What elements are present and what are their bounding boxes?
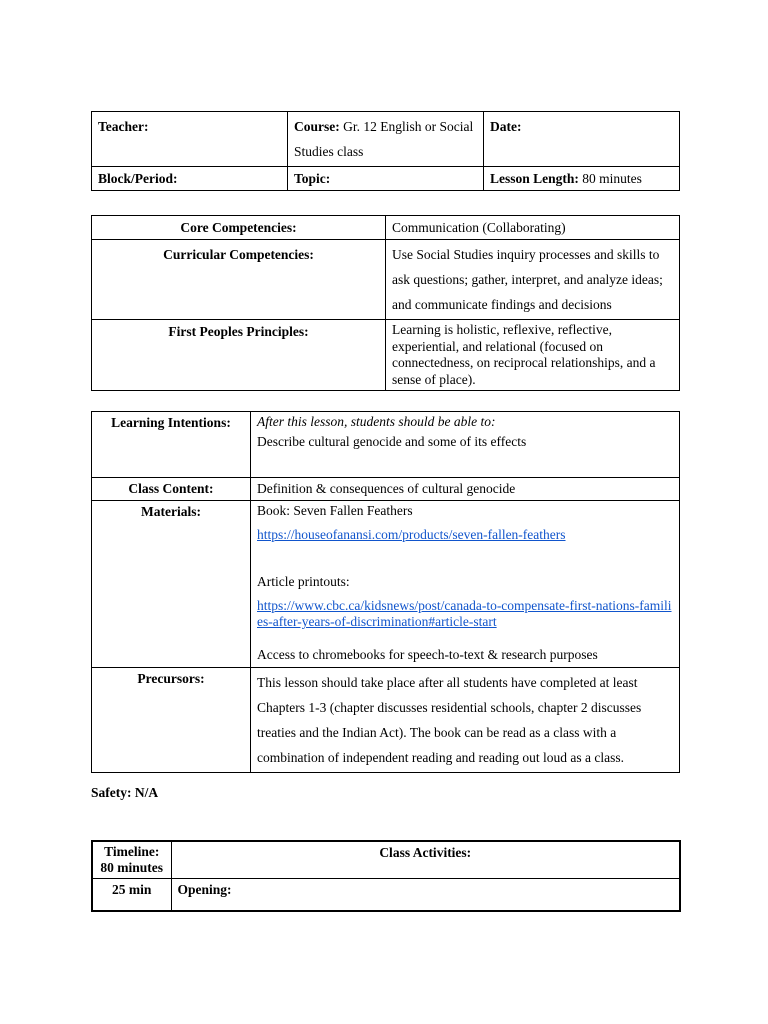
materials-label: Materials:	[141, 504, 201, 519]
fpp-value: Learning is holistic, reflexive, reflective, experiential, and relational (focused on connectedness, on reciprocal relationships, and a sense of place).	[386, 320, 680, 391]
competencies-table	[91, 215, 680, 391]
block-label: Block/Period:	[98, 171, 178, 186]
intentions-label-cell	[92, 412, 251, 478]
book-title: Book: Seven Fallen Feathers	[257, 503, 413, 518]
precursors-label-cell	[92, 667, 251, 772]
fpp-label-cell	[92, 320, 386, 391]
timeline-label: Timeline: 80 minutes	[100, 844, 164, 875]
course-label: Course:	[294, 119, 340, 134]
intentions-label: Learning Intentions:	[111, 415, 231, 430]
precursors-label: Precursors:	[137, 670, 205, 686]
row1-activity-cell	[171, 879, 680, 911]
length-label: Lesson Length:	[490, 171, 579, 186]
fpp-label: First Peoples Principles:	[168, 324, 309, 339]
teacher-label: Teacher:	[98, 119, 149, 134]
content-label-cell	[92, 478, 251, 501]
date-cell	[484, 112, 680, 167]
core-label: Core Competencies:	[180, 220, 297, 235]
book-link[interactable]: https://houseofanansi.com/products/seven-fallen-feathers	[257, 527, 566, 542]
content-value: Definition & consequences of cultural genocide	[251, 478, 680, 501]
block-cell	[92, 167, 288, 191]
intentions-intro: After this lesson, students should be able to:	[257, 414, 496, 429]
row1-label: Opening:	[177, 882, 232, 897]
materials-cell	[251, 501, 680, 668]
length-value: 80 minutes	[582, 171, 642, 186]
core-label-cell	[92, 216, 386, 240]
date-label: Date:	[490, 119, 522, 134]
activities-label-cell	[171, 841, 680, 879]
curricular-label-cell	[92, 240, 386, 320]
article-label: Article printouts:	[257, 573, 350, 589]
timeline-label-cell	[92, 841, 171, 879]
precursors-value: This lesson should take place after all students have completed at least Chapters 1-3 (chapter discusses residential schools, chapter 2 discusses treaties and the Indian Act). The book can be read as a class with a combination of independent reading and reading out loud as a class.	[251, 667, 680, 772]
materials-label-cell	[92, 501, 251, 668]
topic-cell	[288, 167, 484, 191]
chromebooks-text: Access to chromebooks for speech-to-text & research purposes	[257, 646, 598, 662]
header-table	[91, 111, 680, 191]
core-value: Communication (Collaborating)	[386, 216, 680, 240]
activities-table	[91, 840, 681, 912]
lesson-plan-table	[91, 411, 680, 773]
teacher-cell	[92, 112, 288, 167]
curricular-value: Use Social Studies inquiry processes and skills to ask questions; gather, interpret, and analyze ideas; and communicate findings and decisions	[386, 240, 680, 320]
curricular-label: Curricular Competencies:	[163, 247, 314, 262]
content-label: Class Content:	[128, 481, 214, 496]
activities-label: Class Activities:	[379, 845, 472, 860]
topic-label: Topic:	[294, 171, 331, 186]
row1-time-cell	[92, 879, 171, 911]
row1-time: 25 min	[112, 882, 152, 897]
intentions-cell	[251, 412, 680, 478]
intentions-value: Describe cultural genocide and some of its effects	[257, 434, 527, 449]
length-cell	[484, 167, 680, 191]
safety-note: Safety: N/A	[91, 785, 159, 800]
course-value: Gr. 12 English or Social Studies class	[294, 119, 474, 159]
article-link[interactable]: https://www.cbc.ca/kidsnews/post/canada-to-compensate-first-nations-families-after-years-of-discrimination#article-start	[257, 597, 672, 629]
course-cell	[288, 112, 484, 167]
